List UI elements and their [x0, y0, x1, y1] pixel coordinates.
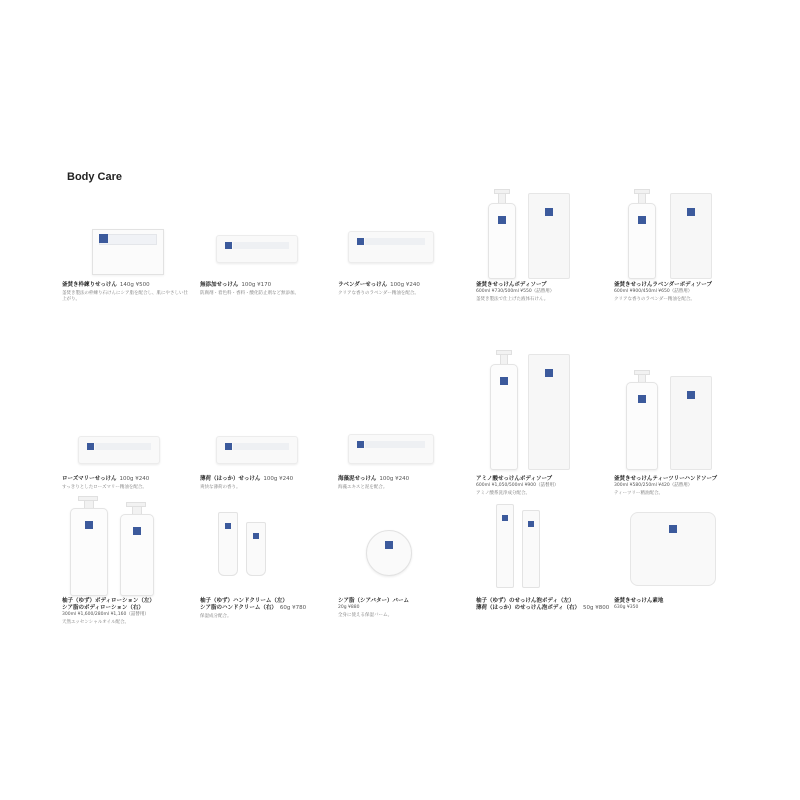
product-description: ティーツリー精油配合。: [614, 491, 663, 496]
product-description: 爽快な薄荷の香り。: [200, 485, 241, 490]
product-image: [338, 205, 466, 280]
product-name: 海藻泥せっけん: [338, 476, 377, 482]
product-name: 無添加せっけん: [200, 282, 239, 288]
product-description: [614, 613, 742, 637]
product-name-secondary: シア脂のハンドクリーム（右）: [200, 605, 277, 611]
product-card[interactable]: [62, 508, 190, 658]
product-card[interactable]: [62, 390, 190, 508]
product-size: 600ml ¥730/500ml ¥550（詰替用）: [476, 289, 555, 294]
product-card[interactable]: [614, 390, 742, 508]
product-image: [338, 390, 466, 474]
product-card[interactable]: [614, 205, 742, 390]
product-description: 海藻エキスと泥を配合。: [338, 485, 388, 490]
page-title: Body Care: [67, 171, 123, 183]
product-size: 600ml ¥1,050/500ml ¥900（詰替用）: [476, 483, 559, 488]
product-description: アミノ酸系洗浄成分配合。: [476, 491, 530, 496]
product-image: [614, 390, 742, 474]
product-size: 100g ¥240: [390, 282, 420, 288]
product-name: 釜焚きせっけんラベンダーボディソープ: [614, 282, 712, 288]
product-size: 100g ¥240: [263, 476, 294, 482]
product-card[interactable]: [476, 508, 610, 658]
product-card[interactable]: [200, 205, 328, 390]
product-size: 300ml ¥1,600/280ml ¥1,160（詰替用）: [62, 612, 149, 617]
product-image: [62, 508, 190, 596]
product-name: 柚子（ゆず）ハンドクリーム（左）: [200, 598, 288, 604]
product-description: クリアな香りのラベンダー精油を配合。: [614, 297, 695, 302]
product-card[interactable]: [62, 205, 190, 390]
product-name: 釜焚きせっけん素地: [614, 598, 664, 604]
product-row: [62, 508, 742, 658]
product-description: [476, 614, 604, 638]
product-size: 140g ¥500: [119, 282, 150, 288]
product-name: アミノ酸せっけんボディソープ: [476, 476, 553, 482]
product-description: 天然エッセンシャルオイル配合。: [62, 620, 129, 625]
product-size: 100g ¥240: [379, 476, 410, 482]
product-image: [62, 390, 190, 474]
product-image: [200, 508, 328, 596]
product-name-secondary: 薄荷（はっか）のせっけん泡ボディ（右）: [476, 605, 580, 611]
product-description: クリアな香りのラベンダー精油を配合。: [338, 291, 419, 296]
product-name: ローズマリーせっけん: [62, 476, 117, 482]
product-description: すっきりとしたローズマリー精油を配合。: [62, 485, 147, 490]
product-name-secondary: シア脂のボディローション（右）: [62, 605, 144, 611]
product-size: 100g ¥170: [241, 282, 272, 288]
product-image: [200, 390, 328, 474]
product-image: [476, 205, 604, 280]
product-image: [476, 390, 604, 474]
product-description: 保湿成分配合。: [200, 614, 232, 619]
product-card[interactable]: [614, 508, 742, 658]
product-name: 柚子（ゆず）ボディローション（左）: [62, 598, 155, 604]
product-description: 全身に使える保湿バーム。: [338, 613, 393, 618]
product-image: [614, 205, 742, 280]
product-card[interactable]: [338, 390, 466, 508]
product-description: 釜焚き製法の枠練り石けんにシア脂を配合し、肌にやさしい仕上がり。: [62, 291, 188, 302]
product-name: 釜焚きせっけんボディソープ: [476, 282, 547, 288]
product-size: 600ml ¥900/450ml ¥650（詰替用）: [614, 289, 693, 294]
product-card[interactable]: [200, 508, 328, 658]
product-image: [338, 508, 466, 596]
product-size: 300ml ¥580/250ml ¥420（詰替用）: [614, 483, 693, 488]
product-description: 釜焚き製法で仕上げた液体石けん。: [476, 297, 549, 302]
product-card[interactable]: [476, 390, 604, 508]
product-row: [62, 205, 742, 390]
product-grid: [62, 205, 742, 658]
product-name: ラベンダーせっけん: [338, 282, 388, 288]
product-size: 60g ¥780: [279, 605, 307, 611]
product-description: 防腐剤・着色料・香料・酸化防止剤など無添加。: [200, 291, 299, 296]
product-row: [62, 390, 742, 508]
product-size: 100g ¥240: [119, 476, 150, 482]
product-card[interactable]: [200, 390, 328, 508]
product-name: 釜焚き枠練りせっけん: [62, 282, 117, 288]
product-size: 630g ¥350: [614, 605, 639, 610]
product-card[interactable]: [338, 205, 466, 390]
product-size: 20g ¥880: [338, 605, 360, 610]
product-name: 釜焚きせっけんティーツリーハンドソープ: [614, 476, 718, 482]
product-image: [62, 205, 190, 280]
product-image: [614, 508, 742, 596]
product-size: 50g ¥800: [582, 605, 610, 611]
product-image: [476, 508, 604, 596]
product-name: シア脂（シアバター）バーム: [338, 598, 410, 604]
product-name: 薄荷（はっか）せっけん: [200, 476, 261, 482]
product-card[interactable]: [338, 508, 466, 658]
product-name: 柚子（ゆず）のせっけん泡ボディ（左）: [476, 598, 575, 604]
product-image: [200, 205, 328, 280]
